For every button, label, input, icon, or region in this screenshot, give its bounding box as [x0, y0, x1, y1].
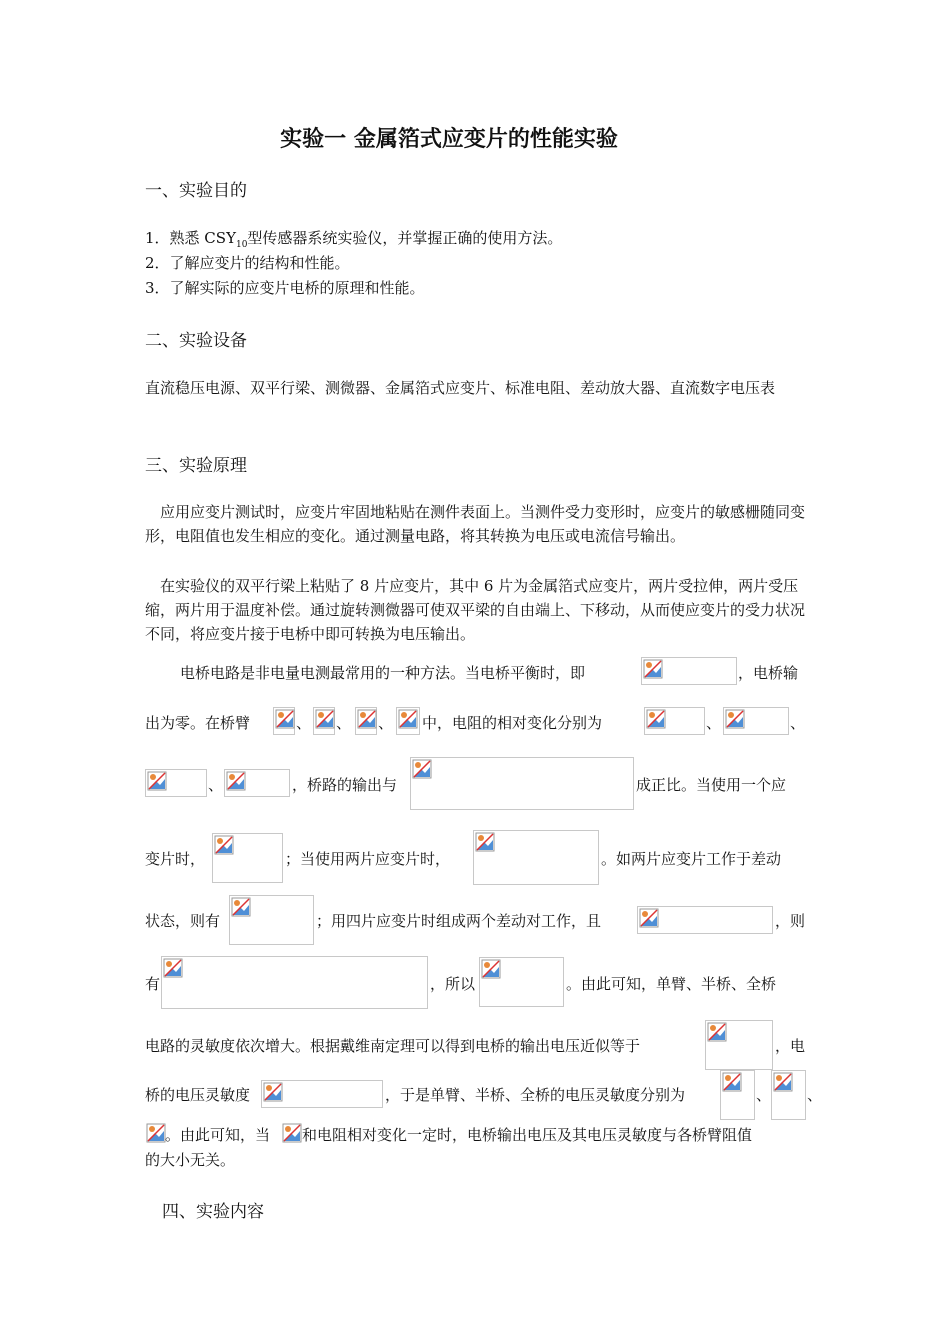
broken-image-icon: [412, 759, 432, 779]
formula-image: [273, 707, 295, 735]
separator: 、: [756, 1086, 772, 1104]
broken-image-icon: [163, 958, 183, 978]
formula-image: [723, 707, 789, 735]
principle-line-2a: 出为零。在桥臂: [145, 714, 251, 732]
formula-image: [771, 1070, 806, 1120]
formula-image: [212, 833, 283, 883]
separator: 、: [208, 776, 224, 794]
broken-image-icon: [722, 1072, 742, 1092]
section-heading-content: 四、实验内容: [162, 1202, 264, 1222]
broken-image-icon: [146, 1123, 166, 1143]
principle-line-4b: ；当使用两片应变片时，: [285, 850, 451, 868]
section-heading-equipment: 二、实验设备: [145, 331, 247, 351]
principle-line-9b: 和电阻相对变化一定时，电桥输出电压及其电压灵敏度与各桥臂阻值: [302, 1126, 753, 1144]
objective-item-1-sub: 10: [235, 240, 248, 250]
principle-line-6c: 。由此可知，单臂、半桥、全桥: [566, 975, 777, 993]
objective-item-1-post: 型传感器系统实验仪，并掌握正确的使用方法。: [247, 229, 563, 247]
principle-paragraph-1: 应用应变片测试时，应变片牢固地粘贴在测件表面上。当测件受力变形时，应变片的敏感栅随同变形，电阻值也发生相应的变化。通过测量电路，将其转换为电压或电流信号输出。: [145, 503, 806, 545]
principle-line-9a: 。由此可知，当: [165, 1126, 271, 1144]
objective-item-1: [145, 227, 562, 250]
formula-image: [145, 769, 207, 797]
principle-line-7a: 电路的灵敏度依次增大。根据戴维南定理可以得到电桥的输出电压近似等于: [145, 1037, 641, 1055]
formula-image: [224, 769, 290, 797]
separator: 、: [378, 714, 394, 732]
broken-image-icon: [643, 659, 663, 679]
broken-image-icon: [231, 897, 251, 917]
broken-image-icon: [282, 1123, 302, 1143]
equipment-text: 直流稳压电源、双平行梁、测微器、金属箔式应变片、标准电阻、差动放大器、直流数字电压表: [145, 379, 776, 397]
principle-line-6a: 有: [145, 975, 161, 993]
formula-image: [644, 707, 705, 735]
principle-line-1b: ，电桥输: [738, 664, 799, 682]
principle-line-3b: 成正比。当使用一个应: [636, 776, 787, 794]
formula-image: [145, 1122, 165, 1143]
separator: 、: [790, 714, 806, 732]
principle-line-6b: ，所以: [430, 975, 476, 993]
formula-image: [720, 1070, 755, 1120]
principle-paragraph-2: 在实验仪的双平行梁上粘贴了 8 片应变片，其中 6 片为金属箔式应变片，两片受拉伸，两片受压缩，两片用于温度补偿。通过旋转测微器可使双平梁的自由端上、下移动，从而使应变片的受力状况不同，将应变片接于电桥中即可转换为电压输出。: [145, 577, 806, 643]
broken-image-icon: [315, 709, 335, 729]
formula-image: [313, 707, 335, 735]
principle-line-5a: 状态，则有: [145, 912, 221, 930]
principle-line-2b: 中，电阻的相对变化分别为: [422, 714, 603, 732]
principle-line-5b: ；用四片应变片时组成两个差动对工作，且: [316, 912, 602, 930]
formula-image: [410, 757, 634, 810]
principle-line-8a: 桥的电压灵敏度: [145, 1086, 251, 1104]
broken-image-icon: [357, 709, 377, 729]
broken-image-icon: [398, 709, 418, 729]
principle-line-7b: ，电: [775, 1037, 806, 1055]
formula-image: [261, 1080, 383, 1108]
formula-image: [396, 707, 420, 735]
principle-line-3a: ，桥路的输出与: [292, 776, 398, 794]
formula-image: [355, 707, 377, 735]
broken-image-icon: [707, 1022, 727, 1042]
formula-image: [705, 1020, 773, 1070]
broken-image-icon: [773, 1072, 793, 1092]
broken-image-icon: [147, 771, 167, 791]
objective-item-3: 3．了解实际的应变片电桥的原理和性能。: [145, 279, 425, 297]
broken-image-icon: [263, 1082, 283, 1102]
broken-image-icon: [646, 709, 666, 729]
broken-image-icon: [275, 709, 295, 729]
principle-line-1a: 电桥电路是非电量电测最常用的一种方法。当电桥平衡时，即: [180, 664, 586, 682]
page-title: 实验一 金属箔式应变片的性能实验: [280, 127, 618, 152]
section-heading-objectives: 一、实验目的: [145, 181, 247, 201]
formula-image: [473, 830, 599, 885]
broken-image-icon: [725, 709, 745, 729]
principle-line-10: 的大小无关。: [145, 1151, 236, 1169]
separator: 、: [296, 714, 312, 732]
separator: 、: [706, 714, 722, 732]
separator: 、: [336, 714, 352, 732]
formula-image: [637, 906, 773, 934]
formula-image: [479, 957, 564, 1007]
objective-item-1-pre: 1．熟悉 CSY: [145, 229, 236, 247]
separator: 、: [807, 1086, 823, 1104]
broken-image-icon: [475, 832, 495, 852]
principle-line-4c: 。如两片应变片工作于差动: [601, 850, 782, 868]
principle-line-8b: ，于是单臂、半桥、全桥的电压灵敏度分别为: [385, 1086, 686, 1104]
principle-line-5c: ，则: [775, 912, 806, 930]
formula-image: [281, 1122, 301, 1143]
section-heading-principle: 三、实验原理: [145, 456, 247, 476]
formula-image: [229, 895, 314, 945]
broken-image-icon: [639, 908, 659, 928]
principle-line-4a: 变片时，: [145, 850, 206, 868]
broken-image-icon: [481, 959, 501, 979]
broken-image-icon: [214, 835, 234, 855]
broken-image-icon: [226, 771, 246, 791]
formula-image: [641, 657, 737, 685]
objective-item-2: 2．了解应变片的结构和性能。: [145, 254, 350, 272]
formula-image: [161, 956, 428, 1009]
